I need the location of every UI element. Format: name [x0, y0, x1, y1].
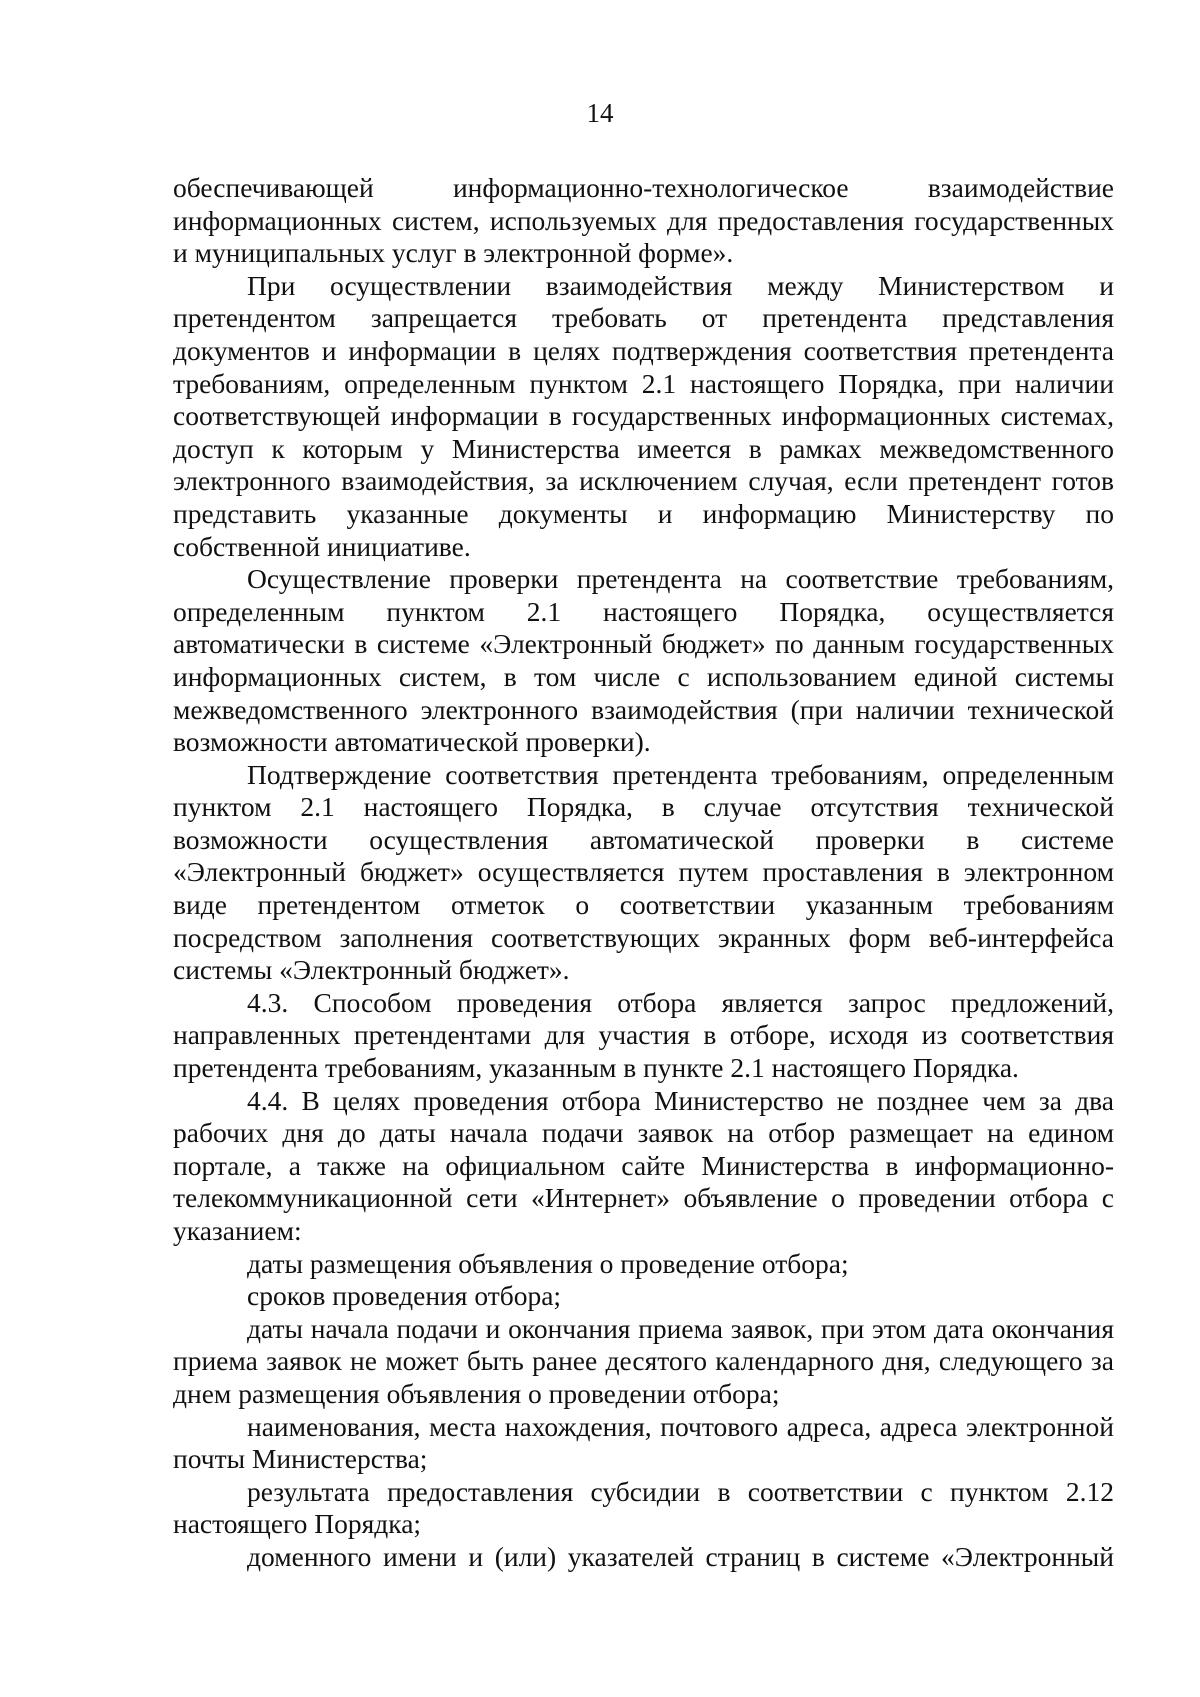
paragraph-manual-confirmation: Подтверждение соответствия претендента требованиям, определенным пунктом 2.1 настоящего Порядка, в случае отсутствия технической возможности осуществления автоматической проверки в системе «Электронный бюджет» осуществляется путем проставления в электронном виде претендентом отметок о соответствии указанным требованиям посредством заполнения соответствующих экранных форм веб-интерфейса системы «Электронный бюджет».: [173, 758, 1114, 986]
list-item-subsidy-result: результата предоставления субсидии в соответствии с пунктом 2.12 настоящего Порядка;: [173, 1475, 1114, 1540]
paragraph-continuation: обеспечивающей информационно-технологическое взаимодействие информационных систем, используемых для предоставления государственных и муниципальных услуг в электронной форме».: [173, 172, 1114, 269]
paragraph-4-3: 4.3. Способом проведения отбора является запрос предложений, направленных претендентами для участия в отборе, исходя из соответствия претендента требованиям, указанным в пункте 2.1 настоящего Порядка.: [173, 986, 1114, 1084]
document-body: [173, 172, 1114, 1574]
list-item-ministry-contacts: наименования, места нахождения, почтового адреса, адреса электронной почты Министерства;: [173, 1410, 1114, 1475]
paragraph-interaction-prohibition: При осуществлении взаимодействия между Министерством и претендентом запрещается требовать от претендента представления документов и информации в целях подтверждения соответствия претендента требованиям, определенным пунктом 2.1 настоящего Порядка, при наличии соответствующей информации в государственных информационных системах, доступ к которым у Министерства имеется в рамках межведомственного электронного взаимодействия, за исключением случая, если претендент готов представить указанные документы и информацию Министерству по собственной инициативе.: [173, 269, 1114, 562]
page-number: 14: [586, 98, 614, 128]
list-item-selection-terms: сроков проведения отбора;: [247, 1280, 562, 1312]
paragraph-automatic-check: Осуществление проверки претендента на соответствие требованиям, определенным пунктом 2.1 настоящего Порядка, осуществляется автоматически в системе «Электронный бюджет» по данным государственных информационных систем, в том числе с использованием единой системы межведомственного электронного взаимодействия (при наличии технической возможности автоматической проверки).: [173, 563, 1114, 758]
list-item-application-dates: даты начала подачи и окончания приема заявок, при этом дата окончания приема заявок не может быть ранее десятого календарного дня, следующего за днем размещения объявления о проведении отбора;: [173, 1312, 1114, 1409]
list-item-domain-name: доменного имени и (или) указателей страниц в системе «Электронный: [247, 1540, 1114, 1572]
list-item-publication-date: даты размещения объявления о проведение отбора;: [247, 1247, 849, 1279]
paragraph-4-4: 4.4. В целях проведения отбора Министерство не позднее чем за два рабочих дня до даты начала подачи заявок на отбор размещает на едином портале, а также на официальном сайте Министерства в информационно-телекоммуникационной сети «Интернет» объявление о проведении отбора с указанием:: [173, 1084, 1114, 1246]
